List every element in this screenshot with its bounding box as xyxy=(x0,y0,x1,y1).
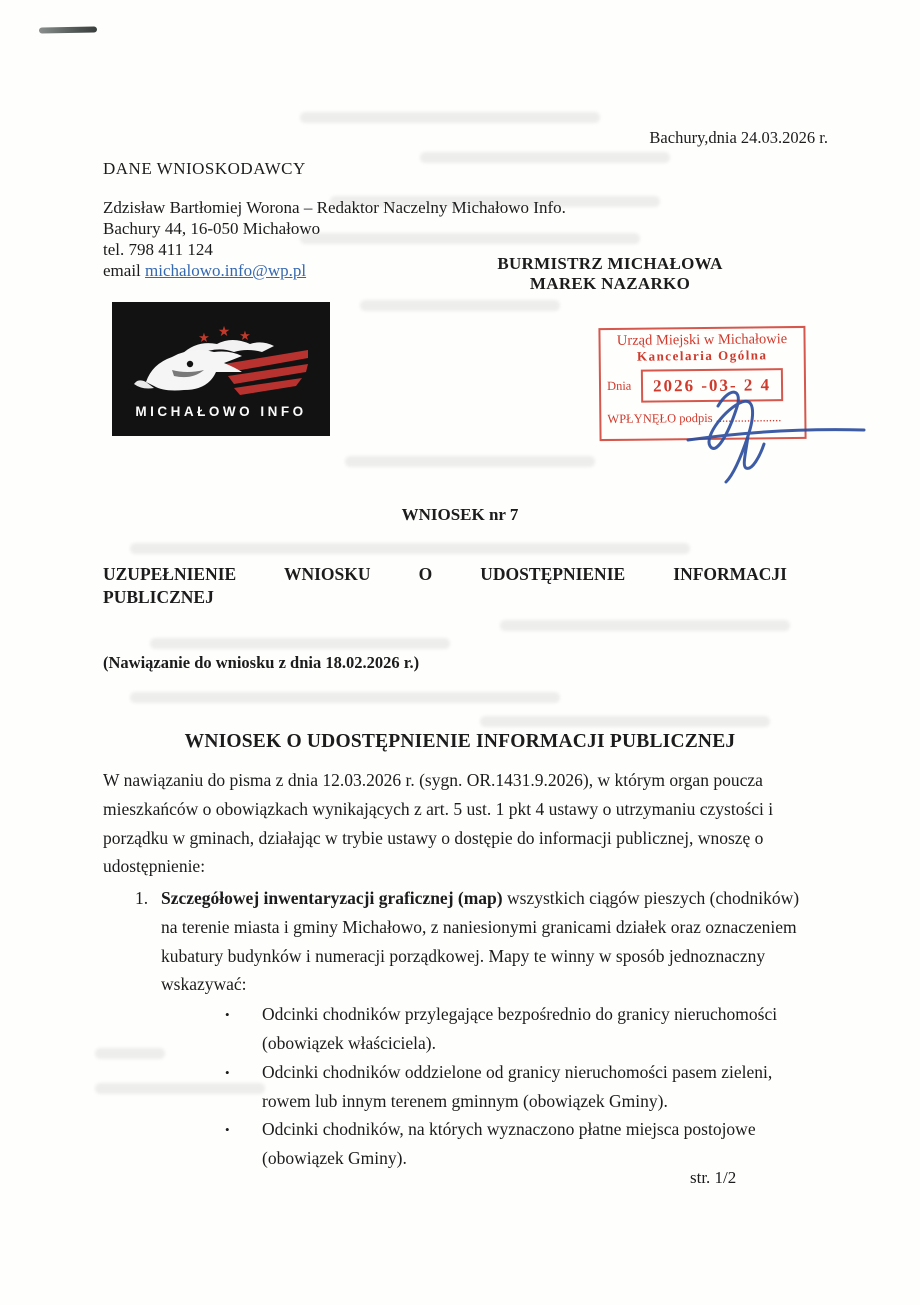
eagle-logo-graphic xyxy=(112,302,330,436)
ghost-showthrough xyxy=(130,543,690,554)
bullet-icon: • xyxy=(225,1122,230,1138)
supplement-heading-line1: UZUPEŁNIENIE WNIOSKU O UDOSTĘPNIENIE INFORMACJI xyxy=(103,564,787,584)
addressee-title: BURMISTRZ MICHAŁOWA xyxy=(497,254,723,273)
request-number-heading: WNIOSEK nr 7 xyxy=(401,505,519,524)
applicant-phone: tel. 798 411 124 xyxy=(103,240,213,259)
scanner-artifact-mark xyxy=(39,26,97,33)
stamp-received-line: WPŁYNĘŁO podpis ..................... xyxy=(607,410,782,426)
bullet-list xyxy=(161,1000,802,1173)
bullet-icon: • xyxy=(225,1007,230,1023)
applicant-section-header: DANE WNIOSKODAWCY xyxy=(103,159,306,178)
item-text xyxy=(161,884,802,1173)
star-icon: ★ xyxy=(217,325,231,340)
ghost-showthrough xyxy=(300,112,600,123)
item-number: 1. xyxy=(135,888,149,908)
item-bold-lead: Szczegółowej inwentaryzacji graficznej (map) xyxy=(161,888,503,908)
main-request-heading: WNIOSEK O UDOSTĘPNIENIE INFORMACJI PUBLICZNEJ xyxy=(184,731,736,752)
list-item xyxy=(161,1115,802,1173)
list-item xyxy=(161,1000,802,1058)
page-number: str. 1/2 xyxy=(690,1168,737,1187)
supplement-heading-line2: PUBLICZNEJ xyxy=(103,587,214,607)
request-item-1 xyxy=(135,884,800,1173)
date-line: Bachury,dnia 24.03.2026 r. xyxy=(649,128,828,147)
ghost-showthrough xyxy=(130,692,560,703)
ghost-showthrough xyxy=(500,620,790,631)
ghost-showthrough xyxy=(345,456,595,467)
list-item xyxy=(161,1058,802,1116)
reference-note: (Nawiązanie do wniosku z dnia 18.02.2026 r.) xyxy=(103,653,420,672)
stamp-date-value: 2026 -03- 2 4 xyxy=(641,368,783,402)
email-link[interactable]: michalowo.info@wp.pl xyxy=(145,261,307,280)
bullet-icon: • xyxy=(225,1064,230,1080)
ghost-showthrough xyxy=(360,300,560,311)
bullet-text: Odcinki chodników przylegające bezpośrednio do granicy nieruchomości (obowiązek właściciela). xyxy=(262,1004,778,1053)
addressee-block xyxy=(470,254,750,294)
stamp-date-label: Dnia xyxy=(606,378,632,393)
intro-paragraph: W nawiązaniu do pisma z dnia 12.03.2026 r. (sygn. OR.1431.9.2026), w którym organ poucza mieszkańców o obowiązkach wynikających z art. 5 ust. 1 pkt 4 ustawy o utrzymaniu czystości i porządku w gminach, działając w trybie ustawy o dostępie do informacji publicznej, wnoszę o udostępnienie: xyxy=(103,770,774,877)
office-received-stamp xyxy=(598,326,806,441)
logo-caption: MICHAŁOWO INFO xyxy=(135,404,307,419)
bullet-text: Odcinki chodników, na których wyznaczono płatne miejsca postojowe (obowiązek Gminy). xyxy=(262,1119,756,1169)
star-icon: ★ xyxy=(239,328,251,343)
item-rest: wszystkich ciągów pieszych (chodników) na terenie miasta i gminy Michałowo, z naniesionymi granicami działek oraz oznaczeniem kubatury budynków i numeracji porządkowej. Mapy te winny w sposób jednoznaczny wskazywać: xyxy=(161,888,800,995)
supplement-heading xyxy=(103,563,787,609)
ghost-showthrough xyxy=(420,152,670,163)
bullet-text: Odcinki chodników oddzielone od granicy nieruchomości pasem zieleni, rowem lub innym terenem gminnym (obowiązek Gminy). xyxy=(262,1061,773,1111)
stamp-office-name: Urząd Miejski w Michałowie xyxy=(616,331,788,349)
email-label: email xyxy=(103,261,146,280)
applicant-name: Zdzisław Bartłomiej Worona – Redaktor Naczelny Michałowo Info. xyxy=(103,198,566,217)
ghost-showthrough xyxy=(480,716,770,727)
applicant-address: Bachury 44, 16-050 Michałowo xyxy=(103,219,321,238)
michalowo-info-logo xyxy=(112,302,330,436)
addressee-name: MAREK NAZARKO xyxy=(529,274,691,293)
stamp-office-unit: Kancelaria Ogólna xyxy=(636,347,768,364)
star-icon: ★ xyxy=(198,330,210,345)
ghost-showthrough xyxy=(150,638,450,649)
